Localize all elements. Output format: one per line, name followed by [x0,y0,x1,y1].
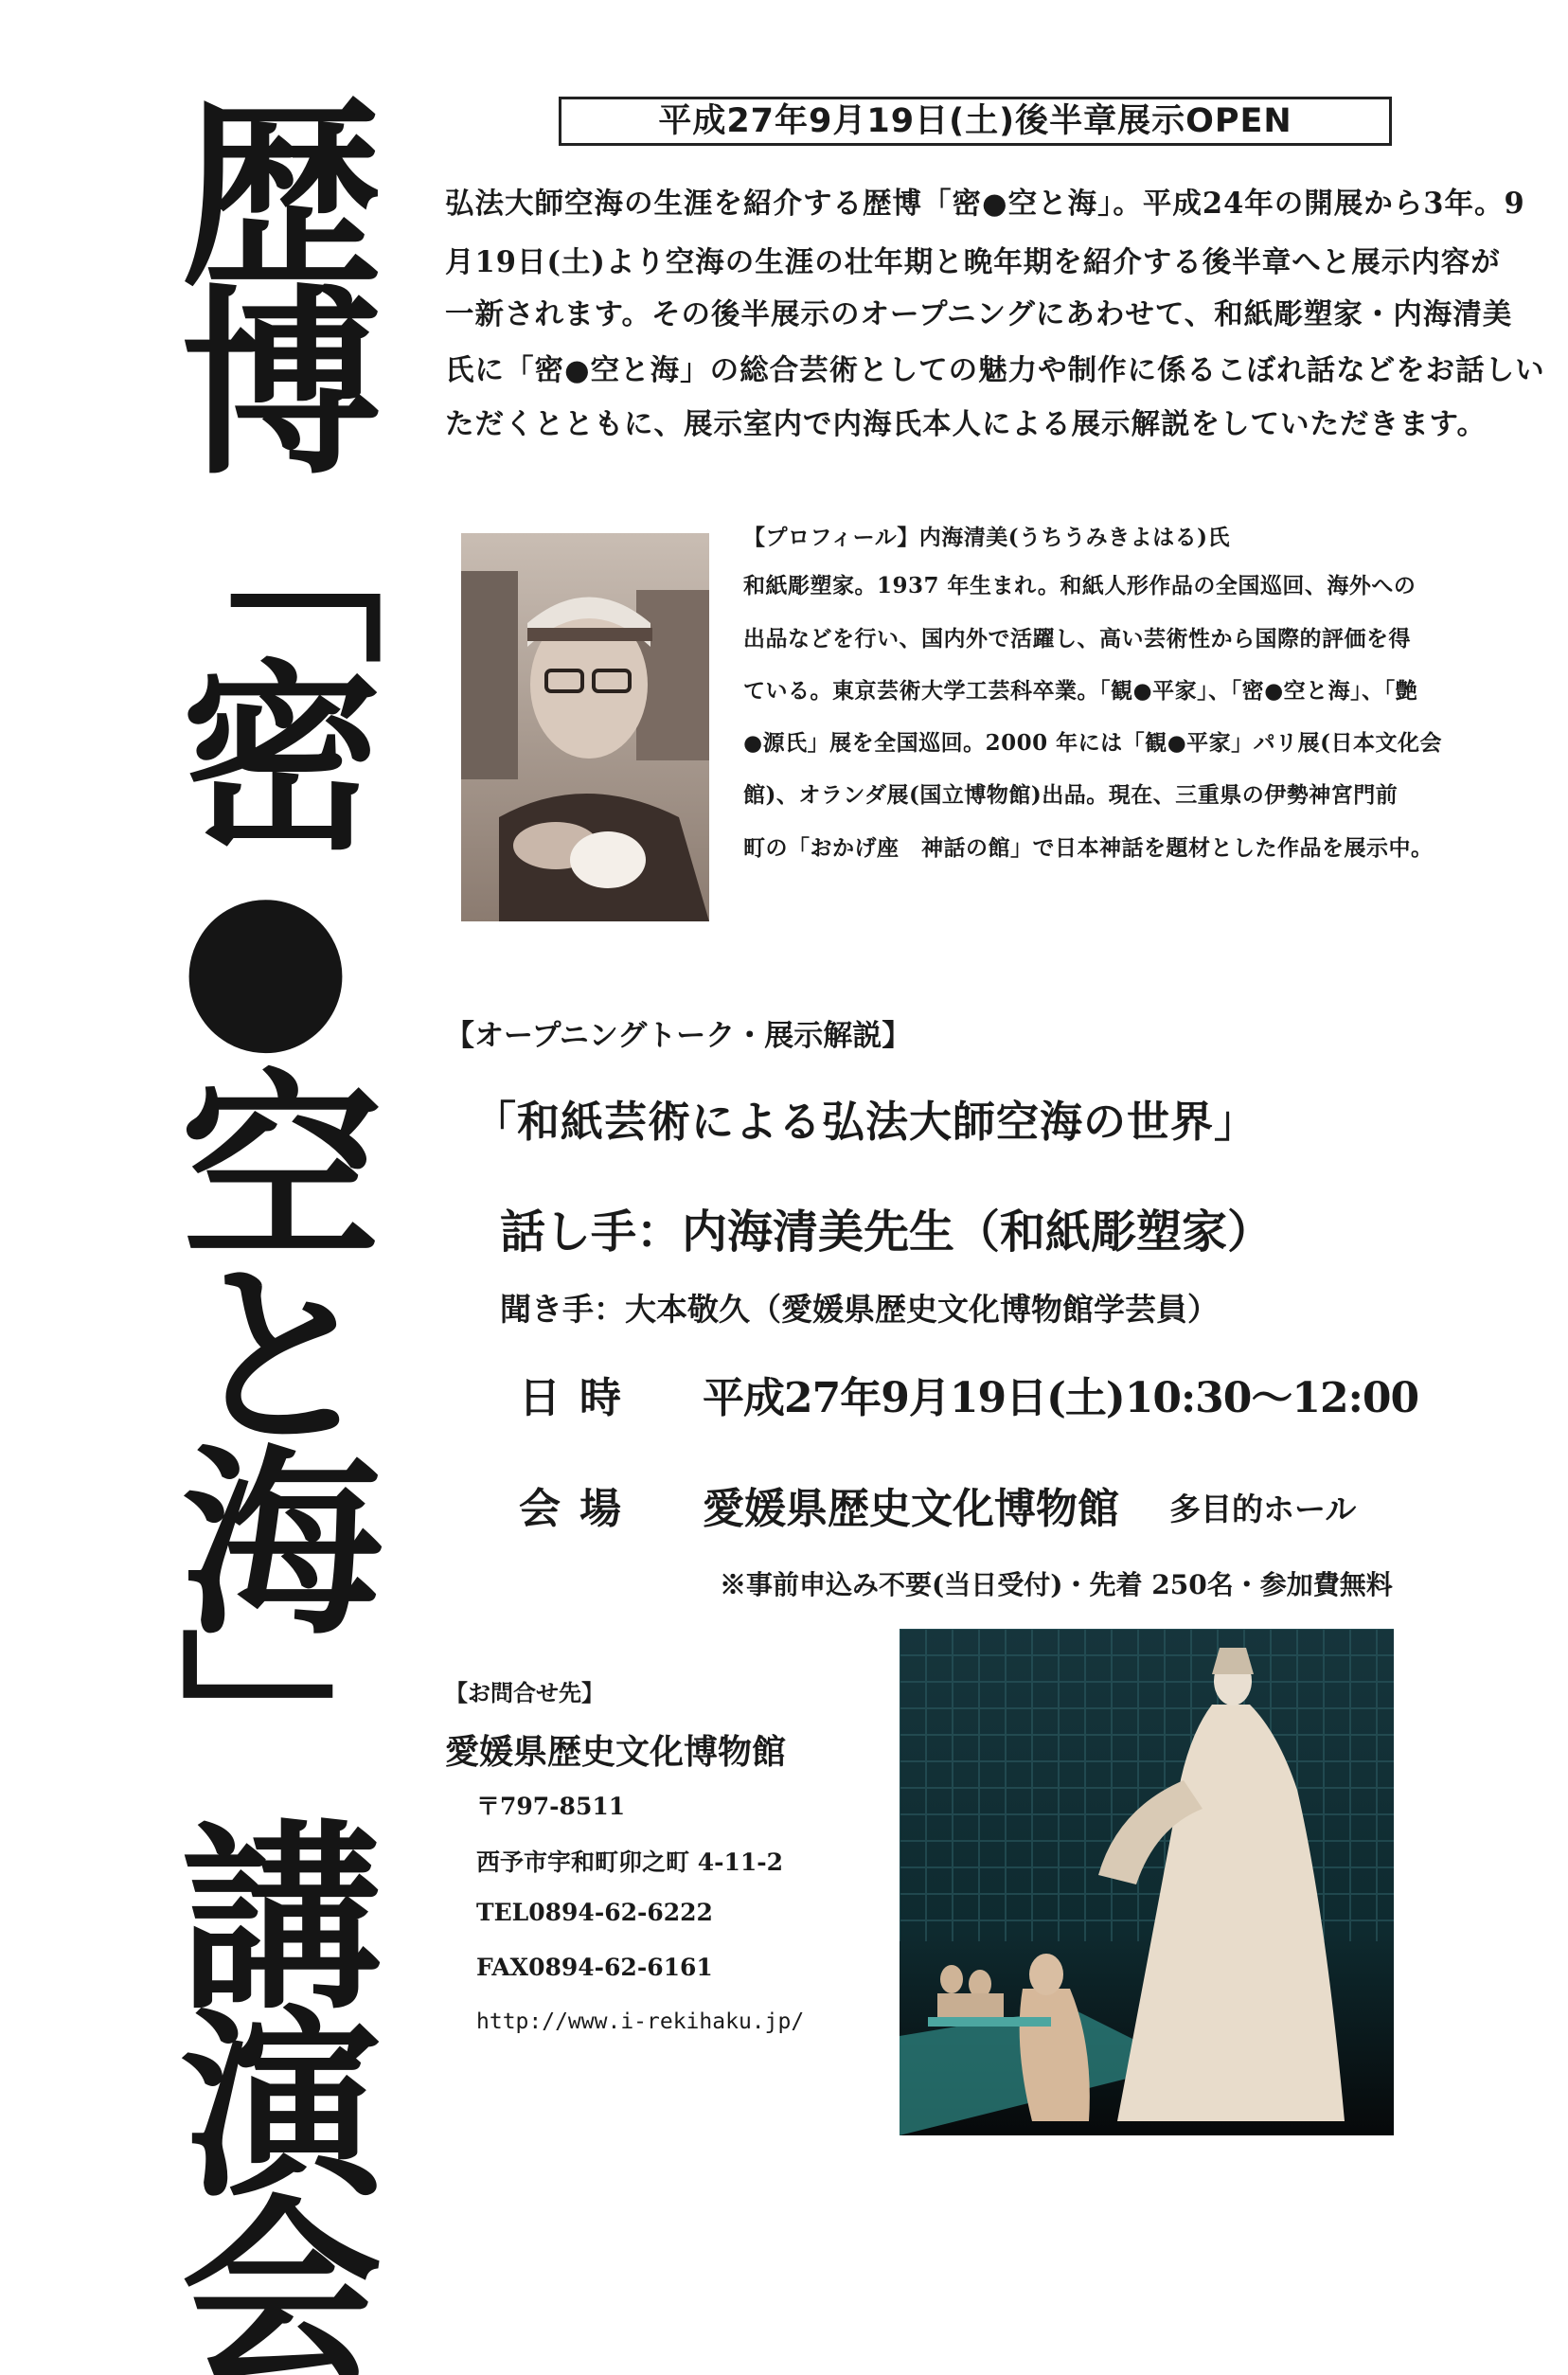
event-heading: 【オープニングトーク・展示解説】 [445,1019,912,1053]
intro-line: ただくとともに、展示室内で内海氏本人による展示解説をしていただきます。 [445,407,1488,441]
profile-photo [461,533,709,921]
profile-line: 館)、オランダ展(国立博物館)出品。現在、三重県の伊勢神宮門前 [743,782,1399,808]
profile-line: ている。東京芸術大学工芸科卒業。「観●平家」、「密●空と海」、「艶 [743,678,1418,704]
admission-note: ※事前申込み不要(当日受付)・先着 250名・参加費無料 [720,1569,1393,1600]
interviewer: 聞き手：大本敬久（愛媛県歴史文化博物館学芸員） [500,1291,1219,1328]
open-banner: 平成27年9月19日(土)後半章展示OPEN [559,97,1392,146]
profile-line: 和紙彫塑家。1937 年生まれ。和紙人形作品の全国巡回、海外への [743,573,1417,598]
venue-label: 会場 [519,1485,640,1533]
intro-line: 月19日(土)より空海の生涯の壮年期と晩年期を紹介する後半章へと展示内容が [445,245,1501,279]
profile-line: ●源氏」展を全国巡回。2000 年には「観●平家」パリ展(日本文化会 [743,730,1443,756]
date-label: 日時 [519,1374,640,1422]
profile-heading: 【プロフィール】内海清美(うちうみきよはる)氏 [743,525,1230,550]
contact-tel: TEL0894-62-6222 [476,1899,713,1926]
contact-postal: 〒797-8511 [476,1793,626,1820]
speaker: 話し手：内海清美先生（和紙彫塑家） [500,1205,1274,1259]
event-title: 「和紙芸術による弘法大師空海の世界」 [473,1097,1258,1147]
vertical-title: 歴博「密●空と海」講演会 [148,90,383,2375]
profile-line: 出品などを行い、国内外で活躍し、高い芸術性から国際的評価を得 [743,626,1411,652]
intro-line: 一新されます。その後半展示のオープニングにあわせて、和紙彫塑家・内海清美 [445,297,1513,331]
intro-line: 弘法大師空海の生涯を紹介する歴博「密●空と海」。平成24年の開展から3年。9 [445,187,1525,221]
venue-value: 愛媛県歴史文化博物館 [703,1485,1119,1533]
intro-line: 氏に「密●空と海」の総合芸術としての魅力や制作に係るこぼれ話などをお話しい [445,353,1545,387]
contact-heading: 【お問合せ先】 [445,1679,604,1706]
artwork-photo [900,1629,1394,2135]
contact-fax: FAX0894-62-6161 [476,1954,713,1981]
profile-line: 町の「おかげ座 神話の館」で日本神話を題材とした作品を展示中。 [743,835,1434,861]
date-value: 平成27年9月19日(土)10:30～12:00 [703,1374,1419,1422]
venue-hall: 多目的ホール [1169,1491,1357,1527]
contact-address: 西予市宇和町卯之町 4-11-2 [476,1848,784,1876]
contact-url[interactable]: http://www.i-rekihaku.jp/ [476,2009,805,2034]
contact-org: 愛媛県歴史文化博物館 [445,1732,787,1772]
